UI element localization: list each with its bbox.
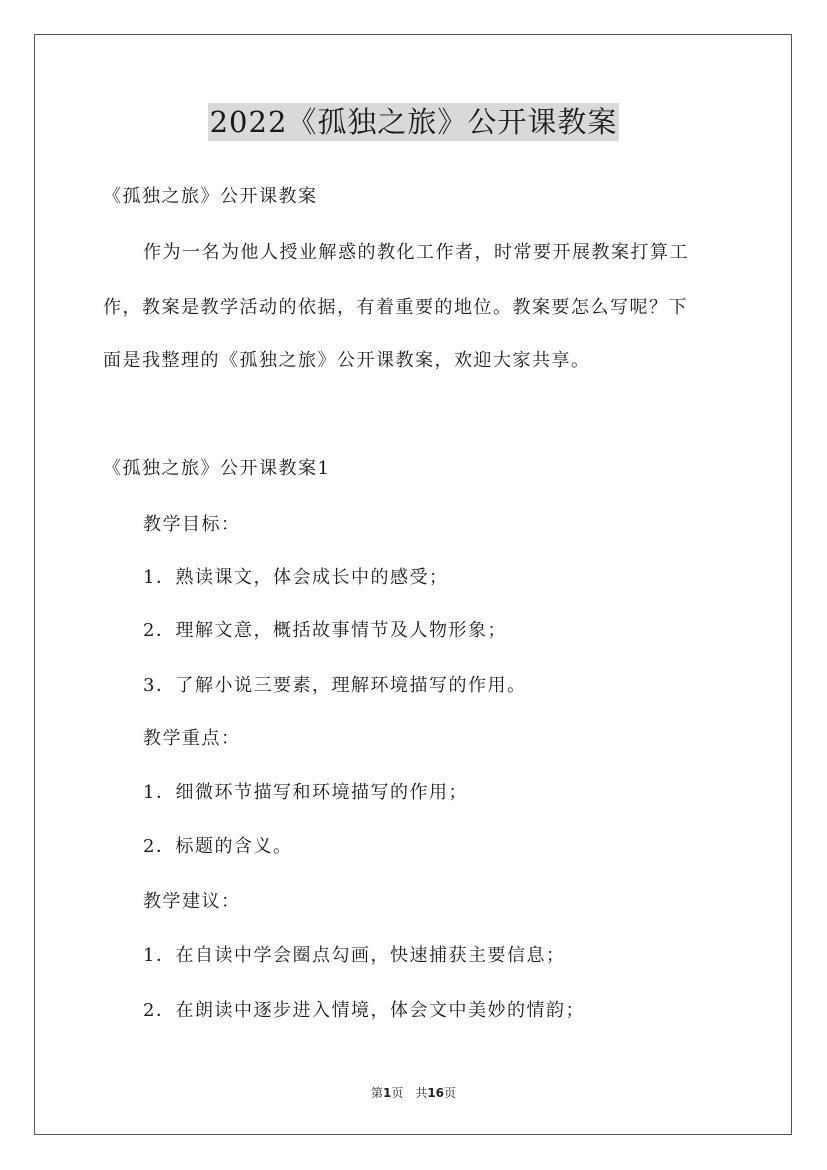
intro-line: 作为一名为他人授业解惑的教化工作者，时常要开展教案打算工	[143, 242, 689, 263]
key-point: 1．细微环节描写和环境描写的作用；	[143, 782, 468, 803]
intro-line: 面是我整理的《孤独之旅》公开课教案，欢迎大家共享。	[103, 350, 591, 371]
subtitle: 《孤独之旅》公开课教案	[103, 186, 318, 207]
key-heading: 教学重点：	[143, 728, 241, 749]
footer-page-number: 1	[382, 1086, 392, 1100]
goal-item: 2．理解文意，概括故事情节及人物形象；	[143, 620, 507, 641]
footer-suffix: 页	[444, 1086, 457, 1100]
page-footer	[0, 1084, 827, 1101]
goal-item: 1．熟读课文，体会成长中的感受；	[143, 567, 449, 588]
goal-item: 3．了解小说三要素，理解环境描写的作用。	[143, 675, 527, 696]
footer-total-pages: 16	[427, 1086, 445, 1100]
footer-mid: 页 共	[391, 1086, 428, 1100]
goals-heading: 教学目标：	[143, 514, 241, 535]
document-title	[0, 100, 827, 141]
suggest-heading: 教学建议：	[143, 891, 241, 912]
intro-line: 作，教案是教学活动的依据，有着重要的地位。教案要怎么写呢？下	[103, 297, 688, 318]
key-point: 2．标题的含义。	[143, 836, 293, 857]
section-heading: 《孤独之旅》公开课教案1	[103, 458, 331, 479]
footer-prefix: 第	[370, 1086, 383, 1100]
suggestion-item: 1．在自读中学会圈点勾画，快速捕获主要信息；	[143, 945, 566, 966]
document-title-text: 2022《孤独之旅》公开课教案	[209, 105, 618, 139]
suggestion-item: 2．在朗读中逐步进入情境，体会文中美妙的情韵；	[143, 1000, 585, 1021]
